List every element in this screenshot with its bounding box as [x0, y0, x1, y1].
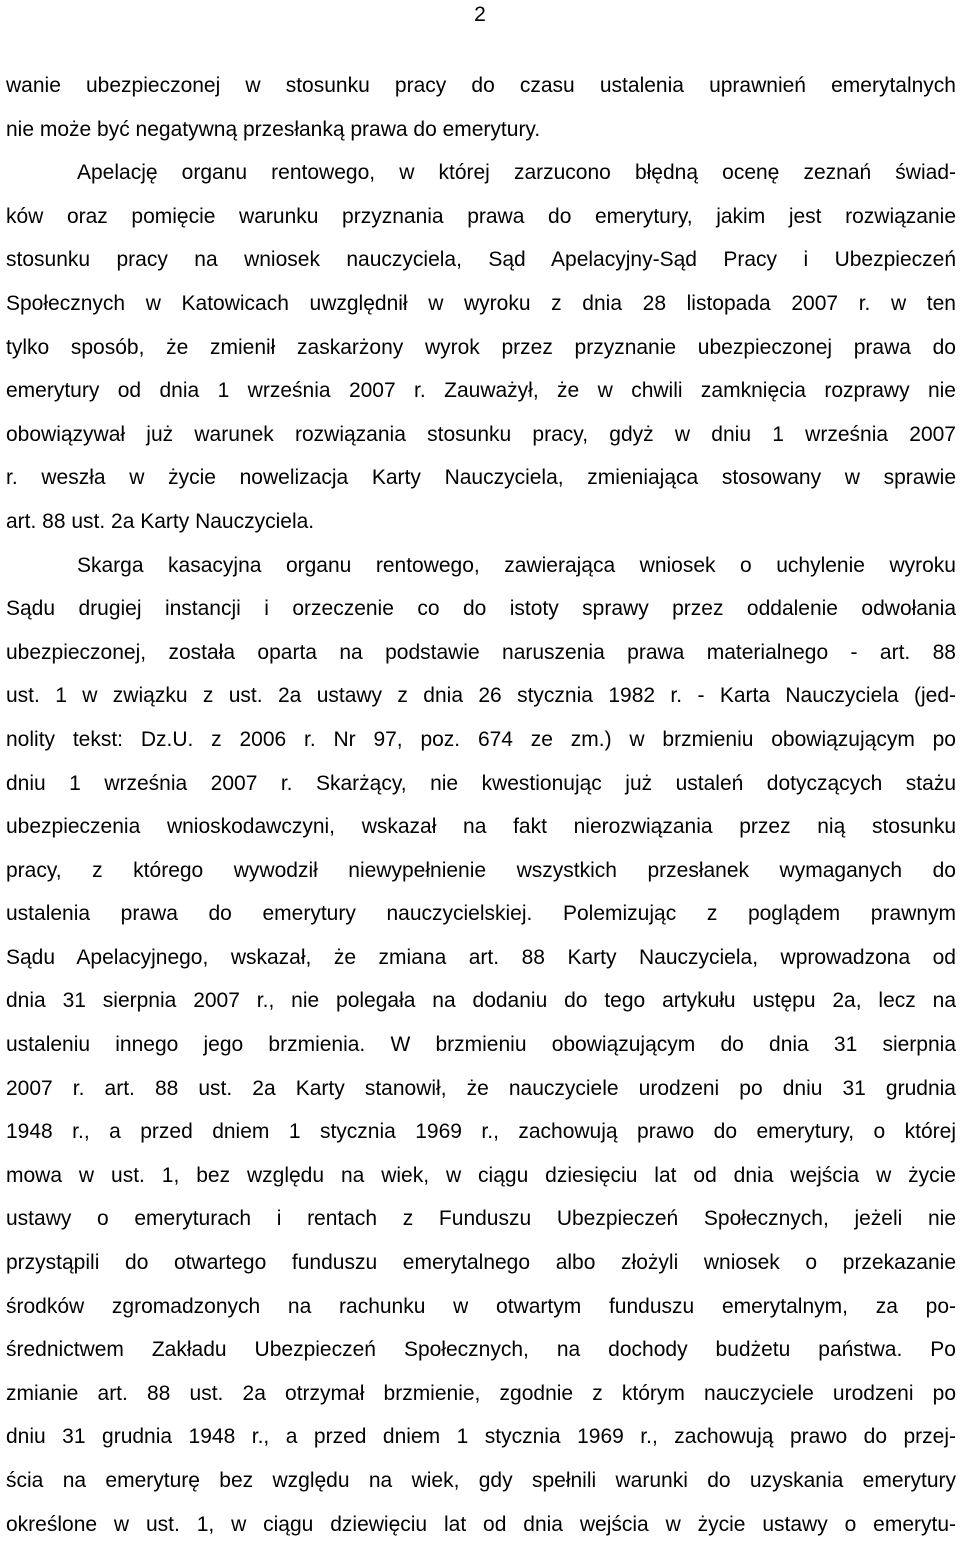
text-line: Sądu drugiej instancji i orzeczenie co do istoty sprawy przez oddalenie odwołania — [6, 597, 956, 621]
text-line: Skarga kasacyjna organu rentowego, zawierająca wniosek o uchylenie wyroku — [77, 553, 956, 577]
text-line: mowa w ust. 1, bez względu na wiek, w ciągu dziesięciu lat od dnia wejścia w życie — [6, 1163, 956, 1187]
text-line: art. 88 ust. 2a Karty Nauczyciela. — [6, 509, 315, 533]
text-line: r. weszła w życie nowelizacja Karty Nauczyciela, zmieniająca stosowany w sprawie — [6, 466, 956, 490]
text-line: dnia 31 sierpnia 2007 r., nie polegała na dodaniu do tego artykułu ustępu 2a, lecz na — [6, 989, 956, 1013]
text-line: ubezpieczenia wnioskodawczyni, wskazał na fakt nierozwiązania przez nią stosunku — [6, 815, 956, 839]
text-line: 1948 r., a przed dniem 1 stycznia 1969 r., zachowują prawo do emerytury, o której — [6, 1120, 956, 1144]
document-body — [6, 64, 956, 1546]
text-line: nolity tekst: Dz.U. z 2006 r. Nr 97, poz. 674 ze zm.) w brzmieniu obowiązującym po — [6, 727, 956, 751]
text-line: ścia na emeryturę bez względu na wiek, gdy spełnili warunki do uzyskania emerytury — [6, 1469, 956, 1492]
text-line: nie może być negatywną przesłanką prawa do emerytury. — [6, 117, 541, 141]
text-line: dniu 1 września 2007 r. Skarżący, nie kwestionując już ustaleń dotyczących stażu — [6, 771, 956, 795]
text-line: określone w ust. 1, w ciągu dziewięciu lat od dnia wejścia w życie ustawy o emerytu- — [6, 1512, 956, 1536]
text-line: ust. 1 w związku z ust. 2a ustawy z dnia 26 stycznia 1982 r. - Karta Nauczyciela (jed- — [6, 684, 956, 708]
text-line: Sądu Apelacyjnego, wskazał, że zmiana art. 88 Karty Nauczyciela, wprowadzona od — [6, 945, 956, 969]
text-line: ubezpieczonej, została oparta na podstawie naruszenia prawa materialnego - art. 88 — [6, 640, 956, 664]
text-line: ustalenia prawa do emerytury nauczycielskiej. Polemizując z poglądem prawnym — [6, 902, 956, 926]
text-line: średnictwem Zakładu Ubezpieczeń Społecznych, na dochody budżetu państwa. Po — [6, 1338, 956, 1362]
text-line: Społecznych w Katowicach uwzględnił w wyroku z dnia 28 listopada 2007 r. w ten — [6, 291, 956, 315]
text-line: Apelację organu rentowego, w której zarzucono błędną ocenę zeznań świad- — [77, 161, 956, 185]
text-line: ustaleniu innego jego brzmienia. W brzmieniu obowiązującym do dnia 31 sierpnia — [6, 1033, 956, 1057]
text-line: obowiązywał już warunek rozwiązania stosunku pracy, gdyż w dniu 1 września 2007 — [6, 422, 956, 446]
text-line: środków zgromadzonych na rachunku w otwartym funduszu emerytalnym, za po- — [6, 1294, 956, 1318]
text-line: tylko sposób, że zmienił zaskarżony wyrok przez przyznanie ubezpieczonej prawa do — [6, 335, 956, 359]
text-line: 2007 r. art. 88 ust. 2a Karty stanowił, że nauczyciele urodzeni po dniu 31 grudnia — [6, 1076, 956, 1100]
text-line: stosunku pracy na wniosek nauczyciela, Sąd Apelacyjny-Sąd Pracy i Ubezpieczeń — [6, 248, 956, 272]
page-number: 2 — [474, 3, 486, 26]
text-line: wanie ubezpieczonej w stosunku pracy do czasu ustalenia uprawnień emerytalnych — [6, 74, 956, 97]
text-line: ków oraz pomięcie warunku przyznania prawa do emerytury, jakim jest rozwiązanie — [6, 204, 956, 228]
text-line: pracy, z którego wywodził niewypełnienie wszystkich przesłanek wymaganych do — [6, 858, 956, 882]
paragraph — [6, 64, 956, 151]
paragraph — [6, 151, 956, 543]
paragraph — [6, 544, 956, 1546]
text-line: zmianie art. 88 ust. 2a otrzymał brzmienie, zgodnie z którym nauczyciele urodzeni po — [6, 1381, 956, 1405]
text-line: emerytury od dnia 1 września 2007 r. Zauważył, że w chwili zamknięcia rozprawy nie — [6, 379, 956, 403]
text-line: ustawy o emeryturach i rentach z Funduszu Ubezpieczeń Społecznych, jeżeli nie — [6, 1207, 956, 1231]
text-line: dniu 31 grudnia 1948 r., a przed dniem 1 stycznia 1969 r., zachowują prawo do przej- — [6, 1425, 956, 1449]
text-line: przystąpili do otwartego funduszu emerytalnego albo złożyli wniosek o przekazanie — [6, 1251, 956, 1275]
